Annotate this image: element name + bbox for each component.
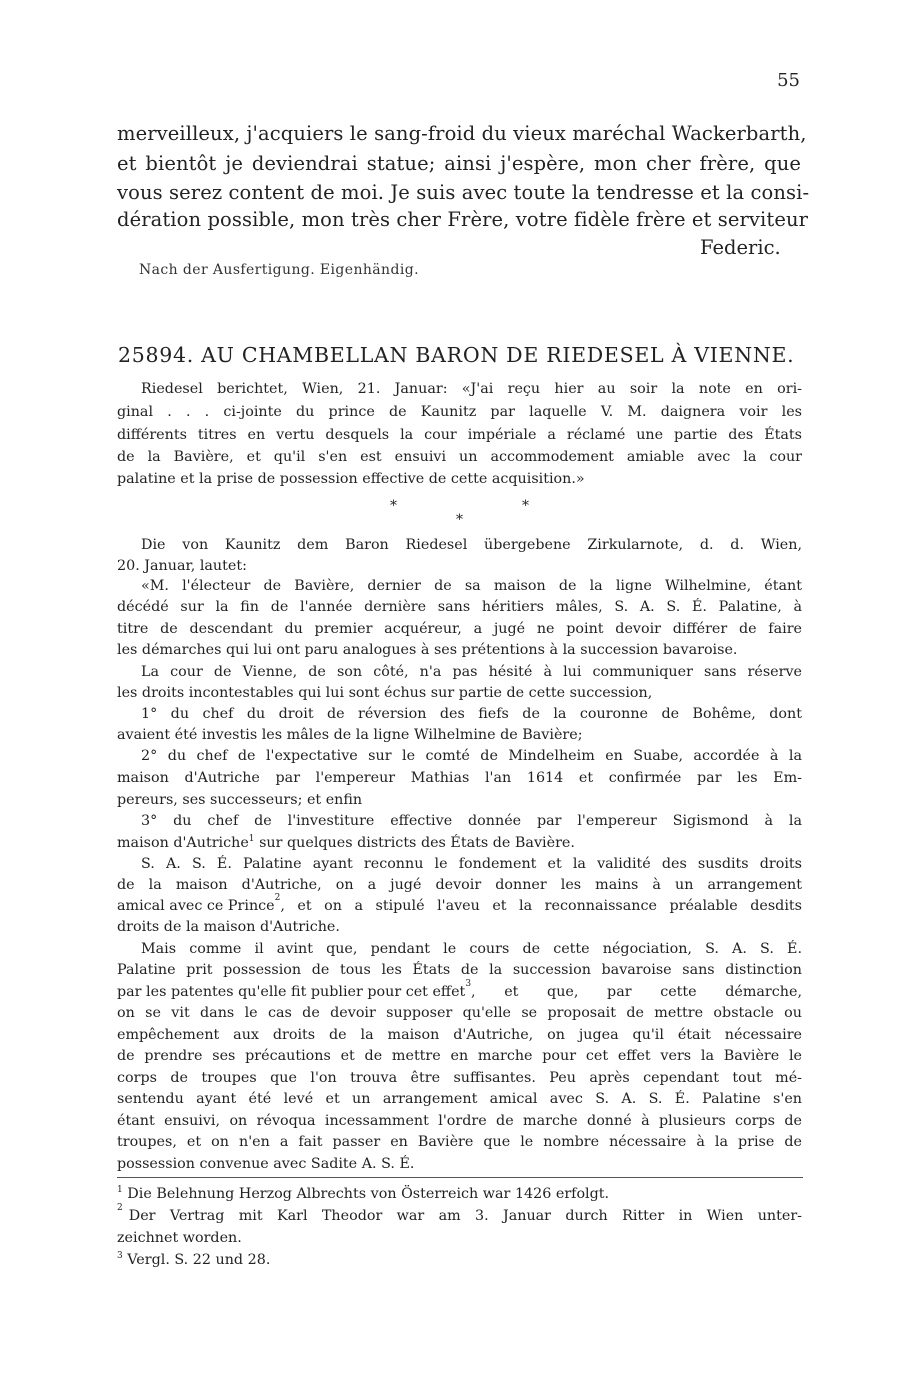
body-line: sentendu ayant été levé et un arrangement amical avec S. A. S. É. Palatine s'en [117,1091,802,1107]
intro-line: ginal . . . ci-jointe du prince de Kaunitz par laquelle V. M. daignera voir les [117,404,802,420]
body-line: «M. l'électeur de Bavière, dernier de sa maison de la ligne Wilhelmine, étant [141,578,802,594]
body-line: les droits incontestables qui lui sont échus sur partie de cette succession, [117,685,653,701]
body-line: corps de troupes que l'on trouva être suffisantes. Peu après cependant tout mé- [117,1070,802,1086]
body-line [117,835,575,851]
body-text: par les patentes qu'elle fit publier pour cet effet [117,984,466,1000]
body-line: avaient été investis les mâles de la ligne Wilhelmine de Bavière; [117,727,583,743]
footnote-ref: 3 [465,979,472,989]
letter-line: vous serez content de moi. Je suis avec toute la tendresse et la consi- [117,181,810,204]
footnote-text: Der Vertrag mit Karl Theodor war am 3. Januar durch Ritter in Wien unter- [128,1208,802,1224]
body-line [117,893,802,914]
footnote-mark: 3 [117,1251,123,1262]
letter-line: et bientôt je deviendrai statue; ainsi j'espère, mon cher frère, que [117,152,801,175]
intro-line: différents titres en vertu desquels la cour impériale a réclamé une partie des États [117,427,802,443]
footnote-2 [117,1203,802,1224]
body-line: Mais comme il avint que, pendant le cours de cette négociation, S. A. S. É. [141,941,802,957]
source-note: Nach der Ausfertigung. Eigenhändig. [139,262,419,278]
body-line: troupes, et on n'en a fait passer en Bavière que le nombre nécessaire à la prise de [117,1134,802,1150]
asterism-star: * [456,512,463,528]
body-line: les démarches qui lui ont paru analogues à ses prétentions à la succession bavaroise. [117,642,738,658]
footnote-ref: 2 [274,893,281,903]
footnote-ref: 1 [248,834,255,845]
body-line: maison d'Autriche par l'empereur Mathias l'an 1614 et confirmée par les Em- [117,770,802,786]
intro-line: Riedesel berichtet, Wien, 21. Januar: «J'ai reçu hier au soir la note en ori- [141,381,802,397]
letter-line: dération possible, mon très cher Frère, votre fidèle frère et serviteur [117,208,809,231]
page-number: 55 [777,70,800,91]
footnote-rule [117,1177,803,1178]
asterism-star: * [522,498,529,514]
body-line: titre de descendant du premier acquéreur, a jugé ne point devoir différer de faire [117,621,802,637]
letter-line [117,122,807,145]
body-line: possession convenue avec Sadite A. S. É. [117,1156,415,1172]
body-line: S. A. S. É. Palatine ayant reconnu le fondement et la validité des susdits droits [141,856,802,872]
body-line: de prendre ses précautions et de mettre en marche pour cet effet vers la Bavière le [117,1048,802,1064]
footnote-mark: 1 [117,1185,123,1196]
body-line: droits de la maison d'Autriche. [117,919,340,935]
footnote-1 [117,1186,609,1202]
body-text: sur quelques districts des États de Bavière. [254,835,575,851]
body-line: 3° du chef de l'investiture effective donnée par l'empereur Sigismond à la [141,813,802,829]
body-line: décédé sur la fin de l'année dernière sans héritiers mâles, S. A. S. É. Palatine, à [117,599,802,615]
body-text: , et on a stipulé l'aveu et la reconnaissance préalable desdits [280,898,802,914]
letter-line-text: merveilleux, j'acquiers le sang-froid du vieux maréchal Wackerbarth, [117,122,807,145]
intro-line: palatine et la prise de possession effective de cette acquisition.» [117,471,585,487]
body-line: La cour de Vienne, de son côté, n'a pas hésité à lui communiquer sans réserve [141,664,802,680]
body-line: Die von Kaunitz dem Baron Riedesel übergebene Zirkularnote, d. d. Wien, [141,537,802,553]
body-line: 2° du chef de l'expectative sur le comté de Mindelheim en Suabe, accordée à la [141,748,802,764]
footnote-text: zeichnet worden. [117,1230,242,1246]
footnote-3 [117,1252,270,1268]
body-text: amical avec ce Prince [117,898,275,914]
footnote-text: Die Belehnung Herzog Albrechts von Österreich war 1426 erfolgt. [127,1186,610,1202]
body-text: , et que, par cette démarche, [471,984,802,1000]
body-line [117,979,802,1000]
body-text: maison d'Autriche [117,835,249,851]
signature: Federic. [700,236,781,259]
footnote-text: Vergl. S. 22 und 28. [127,1252,271,1268]
body-line: pereurs, ses successeurs; et enfin [117,792,363,808]
body-line: Palatine prit possession de tous les États de la succession bavaroise sans distinction [117,962,802,978]
body-line: de la maison d'Autriche, on a jugé devoir donner les mains à un arrangement [117,877,802,893]
body-line: empêchement aux droits de la maison d'Autriche, on jugea qu'il était nécessaire [117,1027,802,1043]
body-line: étant ensuivi, on révoqua incessamment l'ordre de marche donné à plusieurs corps de [117,1113,802,1129]
body-line: on se vit dans le cas de devoir supposer qu'elle se proposait de mettre obstacle ou [117,1005,802,1021]
body-line: 20. Januar, lautet: [117,558,247,574]
footnote-mark: 2 [117,1203,123,1213]
asterism-star: * [390,498,397,514]
body-line: 1° du chef du droit de réversion des fiefs de la couronne de Bohême, dont [141,706,802,722]
document-heading: 25894. AU CHAMBELLAN BARON DE RIEDESEL À VIENNE. [118,343,795,367]
intro-line: de la Bavière, et qu'il s'en est ensuivi un accommodement amiable avec la cour [117,449,802,465]
